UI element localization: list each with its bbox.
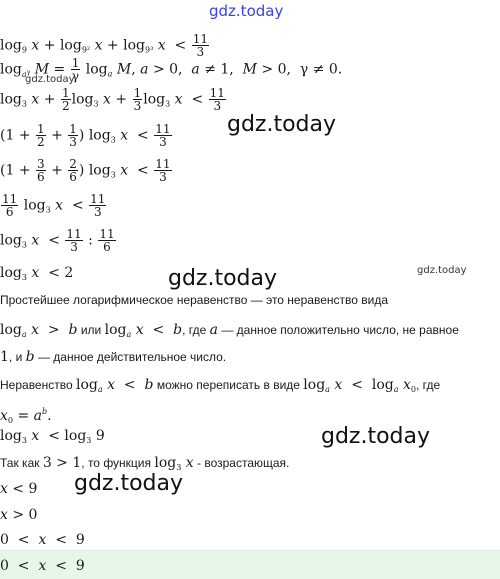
- text-definition-line-1: $\log_a x > b$ или $\log_a x < b$, где a — данное положительно число, не равное: [0, 322, 459, 339]
- math-x0-definition: $x_0 = a^b$.: [0, 407, 52, 425]
- watermark-small-right: gdz.today: [417, 265, 467, 276]
- text-rewrite-line: Неравенство $\log_a x < b$ можно переписать в виде $\log_a x < \log_a x_0$, где: [0, 377, 441, 394]
- math-line-8: $\log_3 x < 2$: [0, 265, 74, 282]
- text-definition-line-2: 1, и b — данное действительное число.: [0, 349, 227, 365]
- watermark-4: gdz.today: [74, 471, 184, 496]
- math-line-11: x > 0: [0, 507, 38, 523]
- math-line-7: $\log_3 x$ < $\frac{11}{3}$ : $\frac{11}{6}$: [0, 227, 115, 254]
- watermark-1: gdz.today: [227, 112, 337, 137]
- math-line-12: 0 < x < 9: [0, 532, 85, 548]
- math-line-2: $\log_{a^\gamma} M$ = $\frac{1}{\gamma}$ $\log_a M$, a > 0, a ≠ 1, M > 0, γ ≠ 0.: [0, 56, 343, 83]
- math-line-5: (1 + $\frac{3}{6}$ + $\frac{2}{6}$ ) $\log_3 x$ < $\frac{11}{3}$: [0, 157, 171, 184]
- math-answer: 0 < x < 9: [0, 558, 85, 574]
- text-simplest-inequality: Простейшее логарифмическое неравенство — это неравенство вида: [0, 293, 388, 307]
- math-line-3: $\log_3 x$ + $\frac{1}{2}$ $\log_3 x$ + $\frac{1}{3}$ $\log_3 x$ < $\frac{11}{3}$: [0, 86, 225, 113]
- watermark-3: gdz.today: [321, 424, 431, 449]
- text-since-line: Так как 3 > 1, то функция $\log_3 x$ - возрастающая.: [0, 455, 290, 472]
- watermark-2: gdz.today: [168, 266, 278, 291]
- math-line-9: $\log_3 x < \log_3 9$: [0, 428, 105, 445]
- math-line-1: $\log_9 x + \log_{9^2} x + \log_{9^3} x$ < $\frac{11}{3}$: [0, 32, 209, 59]
- math-line-4: (1 + $\frac{1}{2}$ + $\frac{1}{3}$ ) $\log_3 x$ < $\frac{11}{3}$: [0, 122, 171, 149]
- math-line-10: x < 9: [0, 481, 38, 497]
- watermark-small-left: gdz.today: [25, 74, 75, 85]
- math-line-6: $\frac{11}{6}$ $\log_3 x$ < $\frac{11}{3}$: [2, 192, 106, 219]
- watermark-top: gdz.today: [209, 2, 284, 20]
